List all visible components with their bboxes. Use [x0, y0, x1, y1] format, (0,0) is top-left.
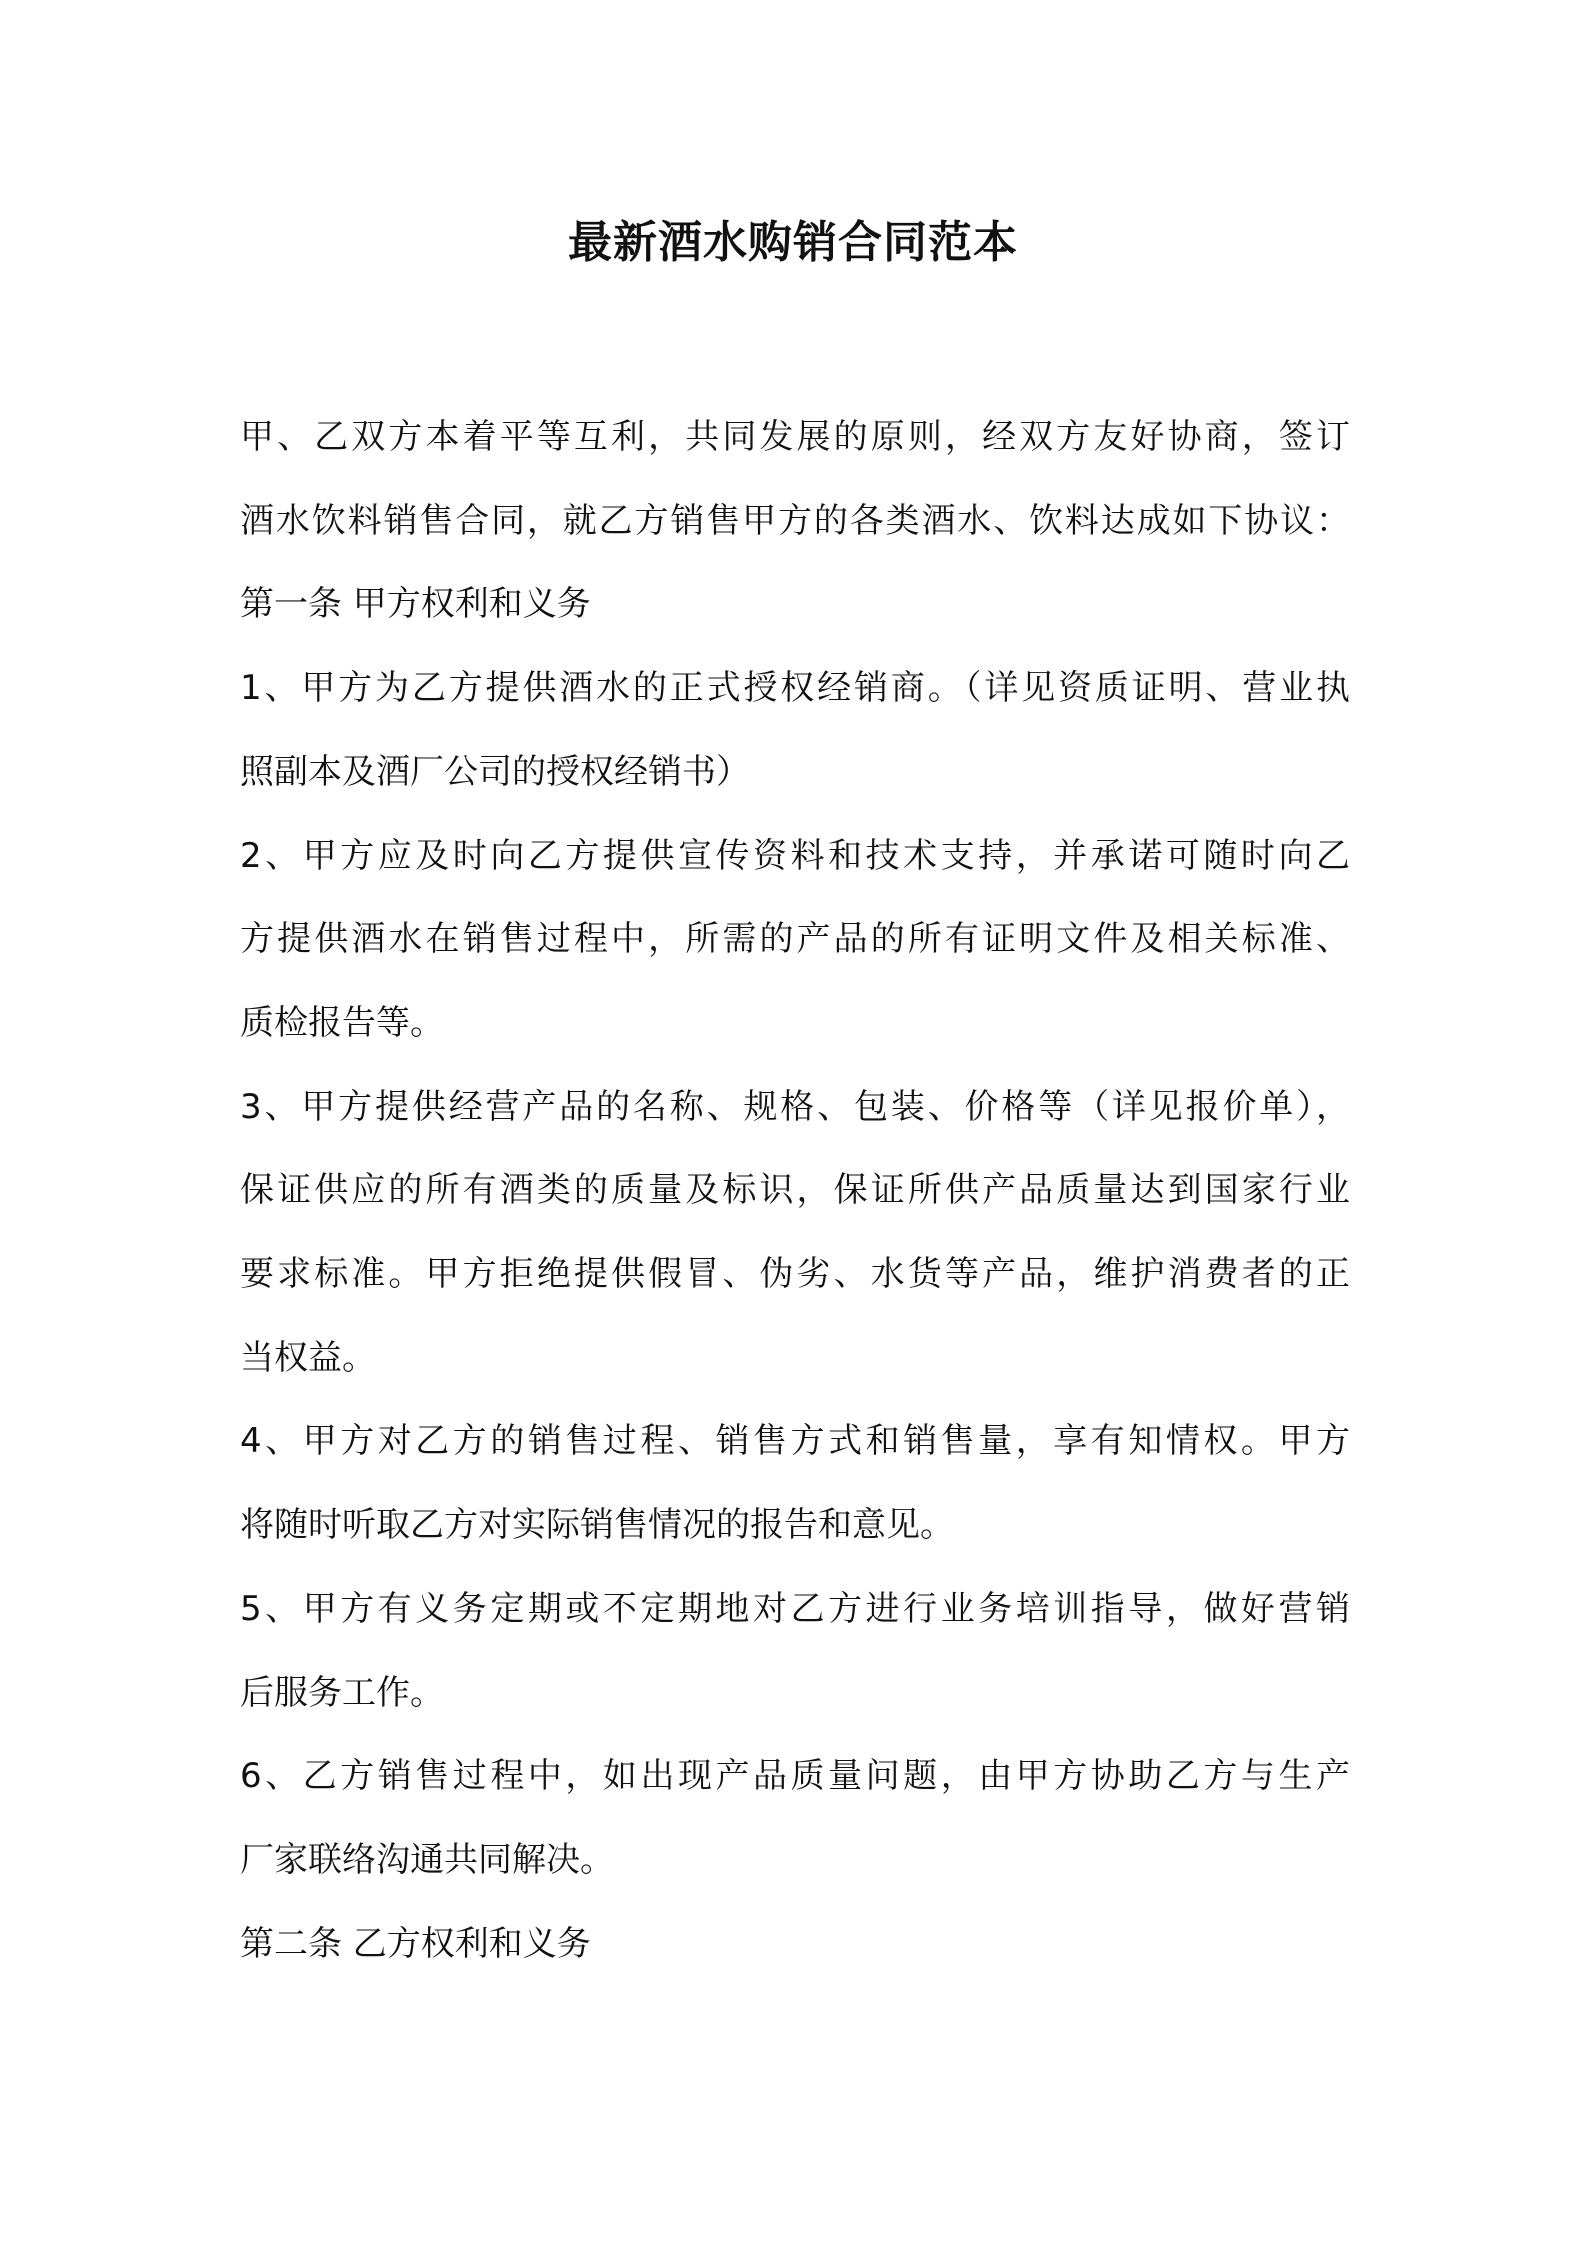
text-line: 要求标准。甲方拒绝提供假冒、伪劣、水货等产品，维护消费者的正: [240, 1254, 1350, 1295]
text-line: 厂家联络沟通共同解决。: [240, 1839, 614, 1880]
text-line: 第一条 甲方权利和义务: [240, 584, 591, 625]
text-line: 5、甲方有义务定期或不定期地对乙方进行业务培训指导，做好营销: [240, 1588, 1350, 1629]
text-line: 将随时听取乙方对实际销售情况的报告和意见。: [240, 1505, 954, 1546]
text-line: 6、乙方销售过程中，如出现产品质量问题，由甲方协助乙方与生产: [240, 1756, 1350, 1797]
text-line: 质检报告等。: [240, 1002, 444, 1043]
text-line: 酒水饮料销售合同，就乙方销售甲方的各类酒水、饮料达成如下协议：: [240, 500, 1350, 541]
text-line: 2、甲方应及时向乙方提供宣传资料和技术支持，并承诺可随时向乙: [240, 835, 1350, 876]
text-line: 第二条 乙方权利和义务: [240, 1923, 591, 1964]
text-line: 后服务工作。: [240, 1672, 444, 1713]
text-line: 4、甲方对乙方的销售过程、销售方式和销售量，享有知情权。甲方: [240, 1421, 1350, 1462]
text-line: 3、甲方提供经营产品的名称、规格、包装、价格等（详见报价单），: [240, 1086, 1350, 1127]
text-line: 方提供酒水在销售过程中，所需的产品的所有证明文件及相关标准、: [240, 919, 1350, 960]
text-line: 甲、乙双方本着平等互利，共同发展的原则，经双方友好协商，签订: [240, 417, 1350, 457]
text-line: 当权益。: [240, 1337, 376, 1378]
text-line: 保证供应的所有酒类的质量及标识，保证所供产品质量达到国家行业: [240, 1170, 1350, 1211]
document-body: [240, 396, 1350, 1986]
text-line: 照副本及酒厂公司的授权经销书）: [240, 751, 750, 792]
text-line: 1、甲方为乙方提供酒水的正式授权经销商。（详见资质证明、营业执: [240, 668, 1350, 709]
document-title: 最新酒水购销合同范本: [568, 217, 1018, 268]
